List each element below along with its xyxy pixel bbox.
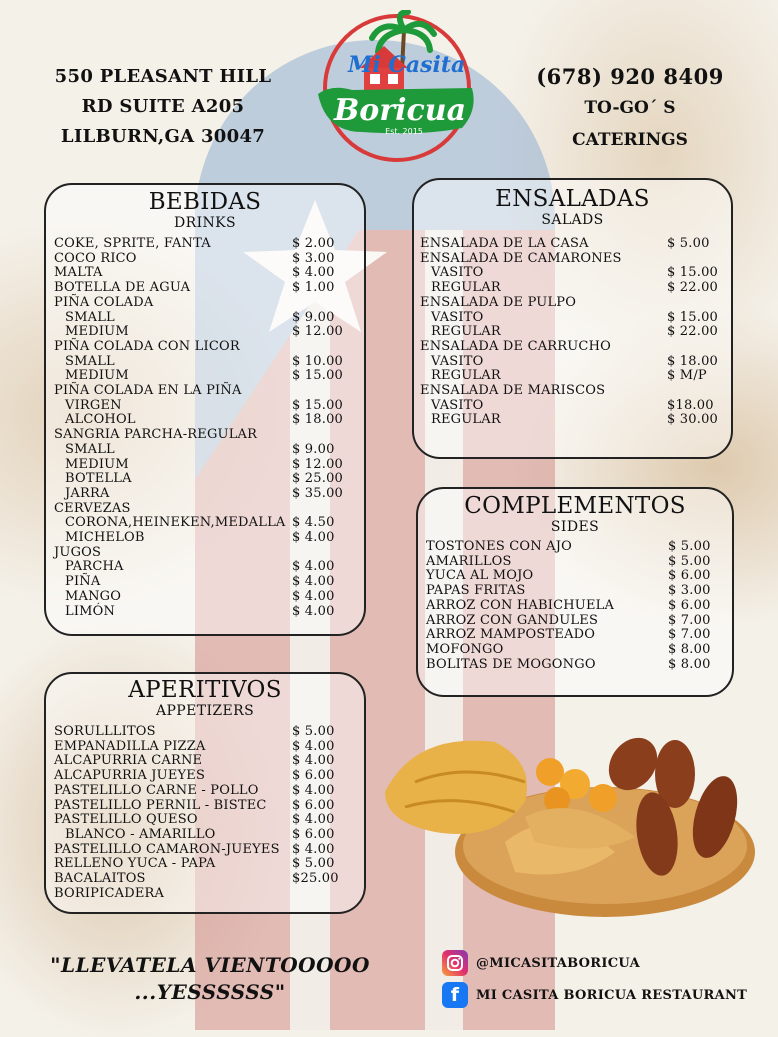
menu-item <box>54 325 354 340</box>
menu-item-price: $ 8.00 <box>668 656 711 672</box>
menu-item-price: $ 5.00 <box>668 539 711 554</box>
menu-item <box>54 458 354 473</box>
menu-item-name: BORIPICADERA <box>54 885 165 901</box>
menu-items <box>54 237 354 619</box>
menu-item <box>426 658 726 673</box>
menu-item-price: $ 8.00 <box>668 641 711 657</box>
menu-item <box>426 614 726 629</box>
menu-item-price: $ 2.00 <box>292 236 335 251</box>
menu-item-name: ENSALADA DE CAMARONES <box>420 250 622 266</box>
instagram-icon <box>442 950 468 976</box>
address-line: 550 PLEASANT HILL <box>54 66 272 87</box>
menu-item <box>54 725 354 740</box>
menu-item-name: SORULLLITOS <box>54 724 156 739</box>
menu-item <box>54 546 354 561</box>
menu-item-price <box>292 546 354 561</box>
menu-item <box>420 384 725 399</box>
menu-item-name: PASTELILLO PERNIL - BISTEC <box>54 797 267 813</box>
menu-item-price: $ 4.00 <box>292 782 335 798</box>
menu-item-name: PIÑA COLADA <box>54 294 154 310</box>
menu-item-name: BOTELLA <box>65 471 132 487</box>
menu-item-price: $ 18.00 <box>292 412 344 428</box>
menu-item-name: REGULAR <box>431 368 501 384</box>
section-subtitle: APPETIZERS <box>155 703 255 719</box>
menu-item <box>54 487 354 502</box>
menu-item-price: $ 4.00 <box>292 603 335 619</box>
menu-item-name: MALTA <box>54 265 103 281</box>
menu-item-name: PIÑA COLADA CON LICOR <box>54 338 240 354</box>
menu-item-price: $ 25.00 <box>292 471 344 487</box>
menu-item-name: VASITO <box>431 353 484 369</box>
section-subtitle: SIDES <box>550 519 600 535</box>
menu-item <box>420 413 725 428</box>
menu-item-name: BOTELLA DE AGUA <box>54 280 191 296</box>
section-subtitle: SALADS <box>541 212 604 228</box>
menu-item <box>54 857 354 872</box>
menu-item-name: ALCAPURRIA JUEYES <box>54 768 206 784</box>
menu-item-price: $ 9.00 <box>292 309 335 325</box>
menu-item-name: ARROZ CON HABICHUELA <box>426 597 615 613</box>
section-title: APERITIVOS <box>128 677 282 703</box>
menu-items <box>420 237 725 428</box>
logo-mi: Mi Casita <box>348 52 466 78</box>
facebook-icon: f <box>442 982 468 1008</box>
service-catering: CATERINGS <box>572 130 688 150</box>
menu-item <box>54 740 354 755</box>
menu-item <box>54 784 354 799</box>
menu-item-price: $ 15.00 <box>292 397 344 413</box>
section-subtitle: DRINKS <box>174 215 236 231</box>
address-line: LILBURN,GA 30047 <box>60 126 266 147</box>
menu-item-price: $ 5.00 <box>292 856 335 872</box>
menu-item-name: VASITO <box>431 397 484 413</box>
menu-item-name: PARCHA <box>65 559 124 575</box>
menu-item-price <box>292 428 354 443</box>
menu-item <box>426 643 726 658</box>
instagram-link[interactable] <box>442 950 640 976</box>
menu-item-price: $ 4.00 <box>292 265 335 281</box>
menu-item-price: $ M/P <box>667 368 707 384</box>
menu-items <box>426 540 726 672</box>
menu-item-name: TOSTONES CON AJO <box>426 539 573 554</box>
menu-item <box>426 540 726 555</box>
menu-item-price <box>292 296 354 311</box>
menu-item-price <box>292 502 354 517</box>
menu-item-price: $ 4.00 <box>292 812 335 828</box>
menu-item-price: $ 3.00 <box>668 583 711 599</box>
menu-item <box>426 555 726 570</box>
menu-item-name: MEDIUM <box>65 456 129 472</box>
menu-item-name: ENSALADA DE MARISCOS <box>420 383 606 399</box>
menu-item <box>54 887 354 902</box>
slogan-line: "LLEVATELA VIENTOOOOO <box>50 953 370 977</box>
menu-item-price: $ 15.00 <box>667 265 719 281</box>
logo-boricua: Boricua <box>333 93 467 128</box>
menu-item-price: $ 5.00 <box>667 236 710 251</box>
menu-item <box>54 428 354 443</box>
menu-item-name: ALCAPURRIA CARNE <box>54 753 203 769</box>
menu-item-price: $ 6.00 <box>668 597 711 613</box>
menu-item-name: COKE, SPRITE, FANTA <box>54 236 211 251</box>
menu-item-name: ARROZ MAMPOSTEADO <box>426 627 596 643</box>
menu-item-price: $ 1.00 <box>292 280 335 296</box>
section-complementos <box>416 487 734 697</box>
menu-item-price: $ 35.00 <box>292 485 344 501</box>
menu-item <box>54 296 354 311</box>
menu-item <box>54 531 354 546</box>
facebook-link[interactable] <box>442 982 747 1008</box>
menu-item-name: ENSALADA DE CARRUCHO <box>420 338 611 354</box>
menu-item-name: COCO RICO <box>54 250 137 266</box>
menu-item-price: $ 6.00 <box>292 826 335 842</box>
menu-items <box>54 725 354 901</box>
menu-item-name: PIÑA <box>65 574 101 590</box>
section-bebidas <box>44 183 366 636</box>
menu-item-name: PAPAS FRITAS <box>426 583 526 599</box>
menu-item-name: JARRA <box>65 485 110 501</box>
menu-item-name: MICHELOB <box>65 530 145 546</box>
menu-item <box>420 296 725 311</box>
menu-item-name: MOFONGO <box>426 641 504 657</box>
menu-item-price: $ 4.00 <box>292 588 335 604</box>
menu-item <box>54 399 354 414</box>
menu-item-price: $25.00 <box>292 871 339 887</box>
menu-item <box>54 813 354 828</box>
menu-item-price: $ 7.00 <box>668 612 711 628</box>
menu-item-name: SMALL <box>65 353 115 369</box>
menu-item-price: $ 5.00 <box>292 724 335 739</box>
slogan <box>40 952 380 1006</box>
menu-item-name: BACALAITOS <box>54 871 146 887</box>
menu-item <box>54 872 354 887</box>
menu-item-price <box>292 384 354 399</box>
menu-item-price: $ 4.00 <box>292 574 335 590</box>
menu-item-price: $ 5.00 <box>668 553 711 569</box>
logo-established: Est. 2015 <box>385 127 423 136</box>
menu-item <box>54 266 354 281</box>
section-title: ENSALADAS <box>495 186 650 212</box>
section-title: COMPLEMENTOS <box>464 493 686 519</box>
menu-item-name: LIMÓN <box>65 603 116 619</box>
menu-item-price: $ 9.00 <box>292 441 335 457</box>
menu-item <box>54 502 354 517</box>
contact-block <box>520 62 740 156</box>
facebook-page: MI CASITA BORICUA RESTAURANT <box>476 987 748 1003</box>
menu-item <box>426 569 726 584</box>
menu-item <box>420 311 725 326</box>
menu-item-price: $ 4.00 <box>292 530 335 546</box>
menu-item <box>420 252 725 267</box>
menu-item-price: $ 6.00 <box>292 797 335 813</box>
menu-item-price: $ 4.50 <box>292 515 335 531</box>
menu-item-name: ENSALADA DE PULPO <box>420 294 577 310</box>
menu-item-name: RELLENO YUCA - PAPA <box>54 856 216 872</box>
menu-item-price: $ 4.00 <box>292 738 335 754</box>
menu-item-name: VIRGEN <box>65 397 122 413</box>
menu-item-price <box>667 340 725 355</box>
menu-item-price: $ 15.00 <box>667 309 719 325</box>
menu-item-name: MANGO <box>65 588 122 604</box>
menu-item-price: $ 30.00 <box>667 412 719 428</box>
menu-item <box>420 266 725 281</box>
menu-item-price <box>292 340 354 355</box>
menu-item-price: $ 12.00 <box>292 324 344 340</box>
address-line: RD SUITE A205 <box>81 96 245 117</box>
address-block <box>48 62 278 152</box>
menu-item-name: MEDIUM <box>65 324 129 340</box>
menu-item-name: MEDIUM <box>65 368 129 384</box>
menu-item-name: AMARILLOS <box>426 553 512 569</box>
menu-item-name: PASTELILLO CAMARON-JUEYES <box>54 841 280 857</box>
menu-item <box>54 472 354 487</box>
menu-item <box>54 560 354 575</box>
menu-item-name: SMALL <box>65 309 115 325</box>
menu-item <box>54 237 354 252</box>
menu-item-price: $ 6.00 <box>668 568 711 584</box>
menu-item-price: $ 6.00 <box>292 768 335 784</box>
menu-item-name: VASITO <box>431 309 484 325</box>
menu-item-price <box>292 887 354 902</box>
menu-item-price: $ 4.00 <box>292 753 335 769</box>
food-plate-image <box>375 722 765 922</box>
menu-item-name: ALCOHOL <box>65 412 136 428</box>
section-title: BEBIDAS <box>148 189 262 215</box>
menu-item-name: JUGOS <box>54 544 102 560</box>
menu-item-price <box>667 296 725 311</box>
menu-item <box>420 399 725 414</box>
menu-item <box>426 584 726 599</box>
menu-item <box>420 369 725 384</box>
menu-item <box>54 769 354 784</box>
menu-item <box>420 281 725 296</box>
menu-item-price: $ 4.00 <box>292 559 335 575</box>
menu-item <box>54 281 354 296</box>
menu-item <box>54 252 354 267</box>
menu-item-name: EMPANADILLA PIZZA <box>54 738 206 754</box>
menu-item <box>54 590 354 605</box>
menu-item <box>54 355 354 370</box>
menu-item <box>426 628 726 643</box>
menu-item <box>420 355 725 370</box>
menu-item <box>54 605 354 620</box>
menu-item-name: REGULAR <box>431 412 501 428</box>
menu-item <box>54 575 354 590</box>
menu-item-name: SANGRIA PARCHA-REGULAR <box>54 427 258 443</box>
menu-item <box>54 384 354 399</box>
menu-item <box>420 325 725 340</box>
section-ensaladas <box>412 178 733 459</box>
menu-item <box>426 599 726 614</box>
menu-item <box>54 311 354 326</box>
menu-item-name: BOLITAS DE MOGONGO <box>426 656 596 672</box>
menu-item-name: YUCA AL MOJO <box>426 568 534 584</box>
menu-item-price: $ 7.00 <box>668 627 711 643</box>
menu-item-name: CERVEZAS <box>54 500 131 516</box>
menu-item <box>54 369 354 384</box>
menu-item-name: PIÑA COLADA EN LA PIÑA <box>54 383 242 399</box>
menu-item-price: $ 10.00 <box>292 353 344 369</box>
menu-item <box>54 340 354 355</box>
menu-item-price: $ 22.00 <box>667 324 719 340</box>
menu-item-price: $ 22.00 <box>667 280 719 296</box>
menu-item <box>420 237 725 252</box>
menu-item-name: PASTELILLO QUESO <box>54 812 198 828</box>
phone-number[interactable]: (678) 920 8409 <box>536 64 724 89</box>
menu-item-name: SMALL <box>65 441 115 457</box>
menu-item-name: ARROZ CON GANDULES <box>426 612 599 628</box>
menu-item <box>54 843 354 858</box>
menu-item-name: REGULAR <box>431 324 501 340</box>
menu-item-name: PASTELILLO CARNE - POLLO <box>54 782 259 798</box>
menu-item-price: $18.00 <box>667 397 714 413</box>
menu-item-price: $ 3.00 <box>292 250 335 266</box>
service-togo: TO-GO´ S <box>584 98 676 118</box>
menu-item-price: $ 15.00 <box>292 368 344 384</box>
menu-item <box>54 799 354 814</box>
menu-item-name: REGULAR <box>431 280 501 296</box>
menu-item <box>54 413 354 428</box>
menu-item <box>54 516 354 531</box>
menu-item-name: VASITO <box>431 265 484 281</box>
menu-item <box>54 828 354 843</box>
menu-item-name: ENSALADA DE LA CASA <box>420 236 589 251</box>
menu-item-name: BLANCO - AMARILLO <box>65 826 216 842</box>
menu-item <box>54 754 354 769</box>
slogan-line: ...YESSSSSS" <box>134 980 286 1004</box>
menu-item-price <box>667 384 725 399</box>
menu-item <box>54 443 354 458</box>
menu-item-price: $ 4.00 <box>292 841 335 857</box>
menu-item-price <box>667 252 725 267</box>
instagram-handle: @MICASITABORICUA <box>476 955 641 971</box>
menu-item <box>420 340 725 355</box>
menu-item-name: CORONA,HEINEKEN,MEDALLA <box>65 515 286 531</box>
section-aperitivos <box>44 672 366 914</box>
restaurant-logo <box>312 10 482 170</box>
menu-item-price: $ 18.00 <box>667 353 719 369</box>
menu-item-price: $ 12.00 <box>292 456 344 472</box>
